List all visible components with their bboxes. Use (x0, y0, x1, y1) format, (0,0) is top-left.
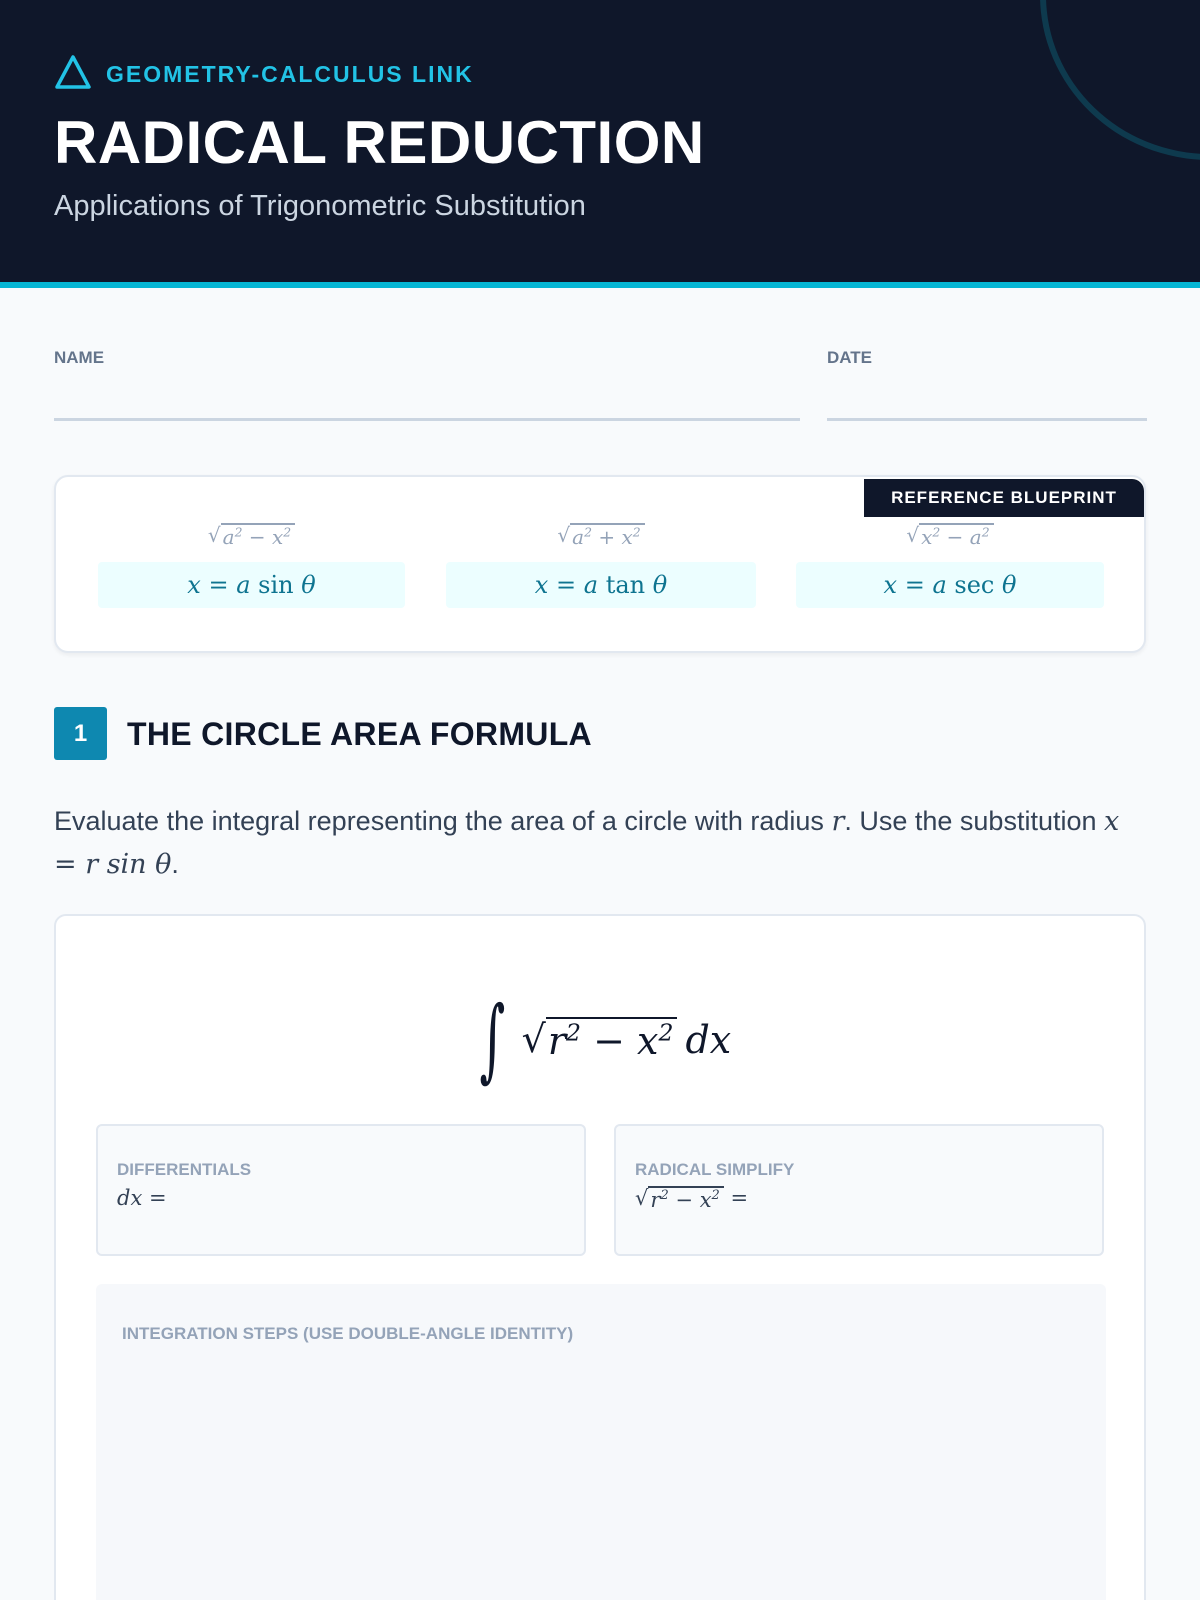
worksheet-header (0, 0, 1200, 288)
integral-sign: ∫ (479, 987, 506, 1092)
problem-variable: r (831, 806, 845, 837)
name-field[interactable] (54, 418, 800, 421)
section-number: 1 (54, 707, 107, 760)
integration-steps-label: INTEGRATION STEPS (USE DOUBLE-ANGLE IDENTITY) (122, 1324, 574, 1343)
reference-substitution: x = a sec θ (796, 562, 1104, 608)
differentials-box[interactable] (96, 1124, 586, 1256)
date-label: DATE (827, 348, 873, 367)
integral-differential: dx (685, 1018, 732, 1062)
reference-radical: √ $x^2 - a^2$ (796, 516, 1104, 556)
problem-substitution: x = r sin θ (54, 806, 1120, 880)
radical-simplify-label: RADICAL SIMPLIFY (635, 1160, 795, 1179)
radical-simplify-expr: √ $r^2 - x^2$ = (635, 1186, 749, 1212)
section-title: THE CIRCLE AREA FORMULA (127, 715, 592, 752)
reference-item-sec (796, 516, 1104, 608)
reference-radical: √ $a^2 + x^2$ (446, 516, 756, 556)
problem-statement: Evaluate the integral representing the area of a circle with radius r. Use the substitution x = r sin θ. (54, 806, 1120, 880)
date-field[interactable] (827, 418, 1147, 421)
reference-item-sin (98, 516, 405, 608)
integral-expression: ∫ √ $r^2 - x^2$ dx (479, 987, 732, 1092)
reference-badge: REFERENCE BLUEPRINT (864, 479, 1144, 517)
reference-item-tan (446, 516, 756, 608)
decorative-circle (1040, 0, 1200, 160)
eyebrow (54, 56, 474, 92)
name-label: NAME (54, 348, 105, 367)
reference-substitution: x = a tan θ (446, 562, 756, 608)
reference-radical: √ $a^2 - x^2$ (98, 516, 405, 556)
differentials-label: DIFFERENTIALS (117, 1160, 252, 1179)
page-subtitle: Applications of Trigonometric Substitution (54, 190, 586, 222)
reference-substitution: x = a sin θ (98, 562, 405, 608)
differentials-expr: dx = (117, 1186, 167, 1210)
page-title: RADICAL REDUCTION (54, 109, 705, 176)
triangle-icon (54, 54, 92, 95)
eyebrow-text: GEOMETRY-CALCULUS LINK (106, 60, 474, 87)
